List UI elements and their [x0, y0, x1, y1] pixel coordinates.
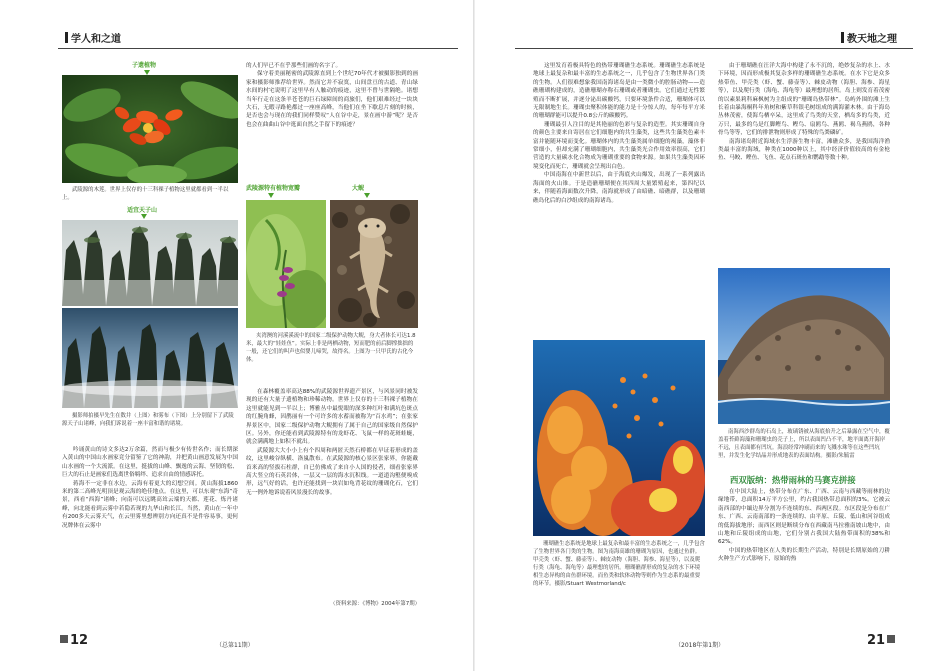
- left-footer-issue: （总第11期）: [216, 642, 254, 649]
- section-subheading: 西双版纳：热带雨林的马赛克拼接: [730, 475, 856, 485]
- coral-reef-photo: [533, 340, 705, 536]
- image3-caption: 摄影师拍摄早先生在数井（上图）和雾布（下图）上分别留下了武陵源天子山诸峰，向我们诉说着一座丰富和谐的诸境。: [62, 413, 234, 427]
- arrow-down-icon: [364, 193, 370, 198]
- right-header-rule: [515, 48, 913, 49]
- left-column-2-text-top: 的人们早已不在乎那些们画的名字了。 保守着美丽秘密的武陵源直到上个世纪70年代才被摄影独到的画家和摄影师推荐给世界。然而它并不寂寞，山间盘亘的古道、青山绿水间的村宅说明了这里早有人触动的痕迹，这里不曾与世隔绝。诸想当年行走在这条羊苍苍的巨石绿障间的商旅们，他们艰难经过一块块大石，无暇寻路艳都过一座座高峰，当他们在坐下歇息片刻的时候，是否也会与现在的我们同样赞叹“人在谷中走，景在画中游”呢？是否也会在曲曲山谷中逛面自然之手留下的痕迹？: [246, 63, 418, 128]
- image1-label: 子遗植物: [132, 62, 157, 69]
- right-column-2-text-bottom: 在中国大陆上，热带分布在广东、广西、云南与西藏等雨林的边缘地带，总面积14万平方公里，约占我国热带总面积的3%。它被云南西部的中缅边界分割为不连续的东、西两区段。东区段是分布在广东、广西、云南南部的一条连续的、由平原、丘陵、低山和河谷组成的低海拔地形；而西区则是断续分布在西藏南马拉雅南坡山地中，由山地和丘陵组成的山地，它们分别占我国大陆热带面积的38%和62%。 中国的热带地区在人类的长期生产活动，特别是长期原始的刀耕火种生产方式影响下，原始的热: [718, 489, 890, 563]
- coral-caption: 珊瑚礁生态系统是地球上最复杂和最丰富的生态系统之一，几乎包含了生物世界各门类的生物。图为南海高雄的珊瑚为原因，也通过鱼群。甲壳类（虾、蟹、藤壶等）、棘皮动物（海胆、海参、海星等），以及爬行类（海龟、海龟等）最理想的居所。珊瑚礁群形成的复杂的水下环境相生态异构的由鱼群环境。而鱼类和软体动物等则作为生态系的最重要的环节。摄影/Stuart Westmorland/c: [533, 541, 705, 587]
- arrow-down-icon: [141, 214, 147, 219]
- image2-caption: 夹湾澳的河溪溪流中的国家二级保护动物大鲵，身大者体长可达1.8米，最大的“娃娃鱼”。实际上非是两栖动物，短而肥的前后脚撑拙拙的一般，还它们的叫声也似婴儿啼哭，故得名。上图为一只甲氏的古化今体。: [246, 333, 416, 363]
- right-page: [475, 0, 950, 671]
- left-page-header: [62, 30, 121, 50]
- island-caption: 南海西沙群岛的石岛上，玻璃锈被从海底抬升之后暴露在空气中，覆盖着苔藓海藻和珊瑚虫的壳子上，所以表面凹凸不平，地平面离开海岸不远，且表面都有凹坑。海浪经常冲刷而来的飞溅水珠等在这些凹坑里，并发生化学结晶并形成地表的表面结构。摄影/朱毓雷: [718, 429, 890, 459]
- right-header-text: 教天地之理: [847, 34, 897, 45]
- left-header-text: 学人和之道: [71, 34, 121, 45]
- right-column-2-text-top: 由于珊瑚礁在汪洋大海中构建了永不沉的，绝妙复杂的水上、水下环境，因而形成极其复杂多样的珊瑚礁生态系统。在水下它是众多热带鱼、甲壳类（虾、蟹、藤壶等）、棘皮动物（海胆、海参、海星等），以及爬行类（海龟、海龟等）最理想的居所。岛上则发育着茂密的以素果莉科麻枫树为主组成的“珊瑚岛热带林”。岛屿外围的滩上生长着由暴海桐科年角树和紫草科银毛树组成的满海灌木林。由于海岛丛林茂密，使海鸟栖卒呆，这里成了鸟类的天堂，栖岛多的鸟类，近万只，最多的鸟是红脚鲣鸟、鲣鸟、扇鸥鸟、燕鸥、褐乌燕鸥，各种骨鸟等等，它们的排泄物则形成了特殊的鸟粪磷矿。 南海诸岛附近海域水生浮游生物丰富，滩礁众多，是我国海洋渔类最丰富的海域，种类在1000种以上，其中经济价值较高的有金枪鱼、马鲛、鲣鱼、飞鱼、花点石斑鱼和鹦鹉等数十种。: [718, 63, 890, 162]
- image2b-label: 大鲵: [352, 185, 365, 192]
- image2-label: 武陵源特有植物宽瓣: [246, 185, 301, 192]
- left-column-1-text: 吟诵黄山的诗文多达2万余篇，然而与极少有传世名作；而长期深入黄山的中国山水画家竞分留鉴了它的神韵，并把黄山画意发展为中国山水画的一个大流派。在这里，挺拔的山峰、飘逸的云海、坚韧的松、巨大的石止是画家们选离世俗羁绊、追求自由的情感诉托。 蒋海不一定非在水边，云海有着更大的幻想空间。黄山海拔1860米的第二高峰光明顶是观云海的绝佳地点。在这里，可以东观“东海”奇景，西看“西海”诸峰；向南可以远眺高耸云端的天都、莲花、炼丹诸峰，向北能看到云雾中若隐若现的九华山和长江。当然，黄山在一年中有200多天云雾天气，在云里雾里想辨别方向还真不是件容易事，更何况牌体在云雾中: [62, 447, 238, 529]
- left-page-number: 12: [60, 633, 88, 648]
- magnolia-photo: [62, 75, 238, 183]
- left-header-rule: [58, 48, 458, 49]
- island-photo: [718, 268, 890, 424]
- right-page-header: [838, 30, 897, 50]
- right-page-number: 21: [867, 633, 895, 648]
- right-footer-issue: （2018年第1期）: [675, 642, 725, 649]
- citation: （资料来源：《博物》2004年第7期）: [330, 601, 420, 607]
- tianzi-mountain-photo-bottom: [62, 308, 238, 408]
- arrow-down-icon: [268, 193, 274, 198]
- salamander-photo: [330, 200, 418, 328]
- orchid-photo: [246, 200, 326, 328]
- tianzi-mountain-photo-top: [62, 220, 238, 306]
- right-column-1-text: 这里发育着极具特色的热带珊瑚礁生态系统。珊瑚礁生态系统是地球上最复杂和最丰富的生态系统之一，几乎包含了生物世界各门类的生物。人们很难想象我国南海诸岛是由一类微小的腔肠动物——造礁珊瑚构建成的，造礁珊瑚亦称石珊瑚或者珊瑚虫。它们通过无性繁殖而不断扩展，并逐分泌出碳酸钙，只要环境条件合适，珊瑚体可以无限制地生长。珊瑚虫聚积体能的能力是十分惊人的，每年每平方米的珊瑚群能可以提升0.8公斤的碳酸钙。 珊瑚最引人注目的是其艳丽的色彩与复杂的造型。其实珊瑚自身的颜色主要来自寄居在它们细胞内的共生藻类，这些共生藻类色素丰富并能随环境而变化。珊瑚体内的共生藻类属单细胞的褐藻，藻体非常细小，但却充满了珊瑚细胞内，共生藻类光合作用效率很高，它们营造的大量碳水化合物成为珊瑚重要的食物来源。如果共生藻类因环境变化而死亡，珊瑚就会呈现出白色。 中国南海在中新世以后，由于海底火山爆发，出现了一系列露出海面的火山锥。于是造礁珊瑚便在其四周大量繁殖起来，第四纪以来，伴随着海面数次升降，南海就形成了由暗礁、暗礁群，以及珊瑚礁岛化后的白沙组成的南海诸岛。: [533, 63, 705, 204]
- left-column-2-text-bottom: 在森林覆盖率高达88%的武陵源世界遗产景区，与风景同时被发现的还有大量子遗植物和珍稀动物。世界上仅存的十三科裸子植物在这里就能见到一半以上；博雅丛中最悦眼的深多种红叶和满坑色斑点的红腕角蜂，因鹊丽有一个可许多的水蓄而被称为“百水鸡”；在张家界景区中，国家二级保护动物大鲵拥有了属于自己的国家级自然保护区。另外，你还能看到武陵源特有的龙虾花、飞鼠一样的花斑蛙蜒，就会满满地上如积不就出。 武陵源大大小小上有个四周和两匿天然石桥都在早证着形成的盖纹，这里峻谷纵横、洛嵐散布。在武陵源的核心景区张家界，你能戴首米高的竖拔石柱群，自已仿佛成了来自小人国的侵者，细看张家界高大竖立的石英岩体，一层又一层的海水沉积线。一道道沟壑便嗅成形，远气好的话，也许还能找到一块岩如龟背花纹的珊瑚化石，它们无一例外地诉说着风景漫长的故事。: [246, 389, 418, 496]
- image3-label: 适宜天子山: [127, 207, 158, 214]
- image1-caption: 武陵源的木莲。世界上仅存的十三科裸子植物这里就都看到一半以上。: [62, 187, 229, 201]
